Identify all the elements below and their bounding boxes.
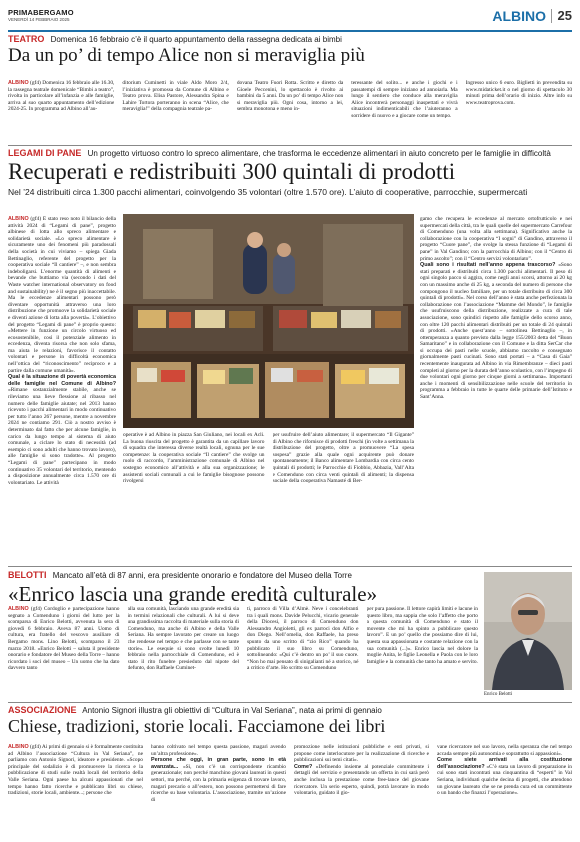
subhead-legami: Nel ’24 distribuiti circa 1.300 pacchi alimentari, coinvolgendo 35 volontari (oltre 1.570 ore). L’aiuto di cooperative, parrocchie, supermercati xyxy=(8,187,528,198)
paragraph: «Sono stati preparati e distribuiti circa 1.300 pacchi alimentari. Il peso di ogni singolo pacco si aggira, come negli anni scorsi, attorno ai 20 kg con un massimo anche di 25 kg, a seconda del numero di persone che compongono il nucleo familiare, per un totale distribuito di circa 300 quintali di prodotti». Nel corso dell’anno è stata anche perfezionata la collaborazione con l’associazione “Mamme del Mondo”, le famiglie che usufruiscono della distribuzione, realizzate a cura di tale associazione, sono quindici rispetto alle famiglie dello scorso anno, con oltre 120 pacchi alimentari distribuiti per un totale di 24 quintali di prodotti. «Anche quest’anno – sottolinea Bettinaglio –, in ottemperanza a quanto previsto dalla legge 155/2003 detta del “Buon Samaritano” e in collaborazione con il Comune e la ditta SerCar che si occupa dei pasti nelle scuole, abbiamo raccolto e consegnato giornalmente pasti cucinati. Sono stati portati – a “Casa di Gaia” recentemente inaugurata ad Albino in via Rimembranze – dieci pasti completi al giorno per la durata dell’anno scolastico, con l’impegno di due volontari ogni giorno per cinque giorni a settimana». Importanti anche i momenti di sensibilizzazione nelle scuole del territorio in programma a febbraio in tutte le quarte delle primarie dell’Istituto e Sant’Anna. xyxy=(420,262,572,401)
section-tag: ASSOCIAZIONE xyxy=(8,705,77,715)
dateline: ALBINO xyxy=(8,216,29,222)
page-header xyxy=(8,6,572,30)
kicker-legami xyxy=(8,148,572,158)
legami-col1 xyxy=(8,216,116,564)
paragraph: Domenica 16 febbraio alle 16.30, la rassegna teatrale domenicale “Bimbi a teatro”, rivolta in particolare all’infanzia e alle famiglie, arriva al suo quarto appuntamento dell’edizione 2024-25. In programma ad Albino all’au- xyxy=(8,80,115,113)
section-tag: LEGAMI DI PANE xyxy=(8,148,82,158)
paragraph: ditorium Cuminetti in viale Aldo Moro 2/4, l’iniziativa è promossa da Comune di Albino e Teatro prova. Elisa Pastore, Alessandra Spina e Lahire Tortora porteranno in scena “Alice, che meraviglia!” della compagnia teatrale pa- xyxy=(122,80,229,113)
legami-col-right xyxy=(420,216,572,562)
byline: (gf4) xyxy=(30,80,41,86)
paragraph: gamo che recupera le eccedenze al mercato ortofrutticolo e nei supermercati della città, tra le quali quelle del supermercato Carrefour di Comenduno (una volta alla settimana). Significativo anche la collaborazione con la cooperativa “I sogni” di Gandino, attraverso il progetto “Cuore pane”, che svolge la stessa funzione di “Legami di pane” in Val Gandino; con la parrocchia di Albino; con il “Centro di primo ascolto”; con il “Centro servizi volontariato”. xyxy=(420,216,572,262)
question: Qual è la situazione di povertà economica delle famiglie nel Comune di Albino? xyxy=(8,374,116,387)
section-divider xyxy=(8,702,572,703)
question: Persone che oggi, in gran parte, sono in età avanzata... xyxy=(151,757,286,770)
column xyxy=(123,432,265,562)
dateline: ALBINO xyxy=(8,606,29,612)
byline: (gf4) xyxy=(30,744,41,750)
question: Quali sono i risultati nell’anno appena trascorso? xyxy=(420,262,556,269)
photo-food-packages xyxy=(123,214,414,428)
issue-date: VENERDÌ 14 FEBBRAIO 2025 xyxy=(8,17,70,22)
body-associazione xyxy=(8,744,572,838)
masthead: PRIMABERGAMO xyxy=(8,8,74,17)
paragraph: per pura passione. Il lettore capirà limiti e lacune in questo libro, ma sappia che solo l’affetto che porto a questa comunità di Comenduno e stato il movente che mi ha spinto a pubblicare questo lavoro”. E un po’ quello che possiamo dire di lui, questa sua appassionata e costante relazione con la sua comunità (...)». Enrico lascia nel dolore la moglie Anita, le figlie Leonella e Paola con le loro famiglie e la comunità che tanto ha amato e servito. xyxy=(366,606,478,665)
paragraph: operative è ad Albino in piazza San Giuliano, nei locali ex Acli. La buona riuscita del progetto è garantita da un capillare lavoro di squadra che interessa diverse realtà locali, ognuna per le sue competenze: la cooperativa sociale “Il cantiere” che svolge un ruolo di raccordo, l’amministrazione comunale di Albino nel sostegno economico all’attività e alla sua organizzazione; le assistenti sociali comunali a cui le famiglie bisognose possono rivolgersi xyxy=(123,432,265,485)
kicker-associazione xyxy=(8,705,572,715)
kicker-belotti xyxy=(8,570,478,580)
kicker-teatro xyxy=(8,34,572,44)
column xyxy=(247,606,359,698)
paragraph: alla sua comunità, lasciando una grande eredità sia in termini relazionali che culturali. A lui si deve una grandissima raccolta di materiale sulla storia di Comenduno, ma anche di Albino e della Valle Seriana. Ha sempre lavorato per creare un luogo che rendesse nel tempo e che parlasse con se tante storie». Le esequie si sono svolte lunedì 10 febbraio nella parrocchiale di Comenduno, ed è stato il rito funebre presieduto dal nipote del defunto, don Raffaele Cuminet- xyxy=(127,606,239,672)
legami-cols-lower xyxy=(123,432,414,562)
article-teatro xyxy=(8,34,572,66)
column xyxy=(122,80,228,142)
column xyxy=(151,744,286,838)
section-tag: TEATRO xyxy=(8,34,45,44)
paragraph: «Rimane sostanzialmente stabile, anche se rileviamo una lieve flessione al ribasso nel numero delle famiglie aiutate; nel 2013 hanno ricevuto i pacchi alimentari in modo continuativo per tutto l’anno 267 persone, mentre a novembre 2024 ne contiamo 291. Ciò a nostro avviso è determinato dal fatto che per alcune famiglie, in carico da lungo tempo al sistema di aiuto comunale, a ciclare lo stato di necessità (ad esempio ci sono adulti che hanno trovato lavoro), alle famiglie si sono tradotte». Al progetto “Legami di pane” partecipano in modo continuativo 35 volontari del territorio, mentendo a disposizione annualmente circa 1.570 ore di volontariato. Le attività xyxy=(8,387,116,486)
portrait-caption: Enrico Belotti xyxy=(484,692,513,697)
section-divider xyxy=(8,566,572,567)
column xyxy=(351,80,457,142)
dateline: ALBINO xyxy=(8,80,29,86)
headline-belotti: «Enrico lascia una grande eredità culturale» xyxy=(8,583,378,606)
paragraph: teressante del solito... e anche i giochi e i passatempi di sempre iniziano ad annoiarla. Ma lungo il sentiero che conduce alla meraviglia Alice incontrerà personaggi inaspettati e vivrà situazioni indimenticabili che l’aiuteranno a sorridere di nuovo e a giocare come un tempo. xyxy=(351,80,458,119)
headline-associazione: Chiese, tradizioni, storie locali. Facciamone dei libri xyxy=(8,717,386,736)
kicker-text: Antonio Signori illustra gli obiettivi di “Cultura in Val Seriana”, nata ai primi di gennaio xyxy=(82,706,382,715)
paragraph: per usufruire dell’aiuto alimentare; il supermercato “Il Gigante” di Albino che rifornisce di prodotti freschi (in volte a settimana la distribuzione del progetto, oltre a promuovere “La spesa sospesa” grazie alla quale ogni acquirente può donare spontaneamente; il Banco alimentare Lombardia con circa cento quintali di prodotti; le Parrocchie di Fiobbio, Abbazia, Vall’Alta e Comenduno con circa venti quintali di alimenti; la dispensa sociale della cooperativa Namasté di Ber- xyxy=(272,432,414,485)
column xyxy=(8,606,120,698)
page-separator xyxy=(551,9,552,23)
column xyxy=(466,80,572,142)
paragraph: hanno coltivato nel tempo questa passione, magari avendo un’altra professione». xyxy=(151,744,286,757)
question: Come siete arrivati alla costituzione dell’associazione? xyxy=(437,757,572,770)
section-tag: BELOTTI xyxy=(8,570,47,580)
column xyxy=(294,744,429,838)
photo-illustration xyxy=(123,214,414,428)
paragraph: dovana Teatro Fuori Rotta. Scritto e diretto da Gioele Peccenini, lo spettacolo è rivolto ai bambini da 5 anni. Da un po’ di tempo Alice non si meraviglia più. Ogni cosa, intorno a lei, sembra monotona e meno in- xyxy=(236,80,344,113)
column xyxy=(8,744,143,838)
paragraph: promozione nelle istituzioni pubbliche e enti privati, si propone come interlocutore per la realizzazione di ricerche e pubblicazioni sui temi citati». xyxy=(294,744,429,764)
column xyxy=(420,216,572,562)
column xyxy=(128,606,240,698)
column xyxy=(8,80,114,142)
article-associazione xyxy=(8,705,572,736)
column xyxy=(273,432,415,562)
paragraph: È stato reso noto il bilancio della attività 2024 di “Legami di pane”, progetto albinese di lotta allo spreco alimentare e solidarietà sociale. «Lo spreco alimentare è sicuramente uno dei fenomeni più paradossali della società in cui viviamo – spiega Giada Bettinaglio, referente del progetto per la cooperativa sociale “Il cantiere” –, e non sembra indeboligarsi. L’enorme quantità di alimenti e bevande che buttiamo via (secondo i dati del Waste watcher international observatory on food and sustainability) ne è il segno più inaccettabile. Ma le eccedenze alimentari possono però diventare opportunità attraverso una loro distribuzione che promuove la solidarietà sociale e diventi azione di lotta alla povertà». L’obiettivo del progetto “Legami di pane” è proprio questo: «Mettere in funzione un circolo virtuoso ed ecosostenibile, così il potenziale alimento in eccedenza, diventa risorsa che non solo sfama, ma aiuta le relazioni, favorisce il contatto volontari e persone in difficoltà economica nell’ottica del “riconoscimento” reciproco e a partire dalla comune umanità». xyxy=(8,216,116,374)
article-belotti xyxy=(8,570,478,605)
column xyxy=(8,216,116,564)
headline-teatro: Da un po’ di tempo Alice non si meraviglia più xyxy=(8,46,365,66)
paragraph: Cordoglio e partecipazione hanno segnato a Comenduno i giorni del lutto per la scomparsa di Enrico Belotti, avvenuta la sera di giovedì 6 febbraio. Aveva 87 anni. Uomo di cultura, era fratello del vescovo ausiliare di Bergamo mons. Lino Belotti, scomparso il 23 marzo 2018. «Enrico Belotti – saluta il presidente onorario e fondatore del Museo della Torre – hanno ricordato i soci del museo – Un uomo che ha dato davvero tanto xyxy=(8,606,120,672)
column xyxy=(367,606,479,698)
headline-legami: Recuperati e redistribuiti 300 quintali di prodotti xyxy=(8,160,456,184)
portrait-illustration xyxy=(484,572,572,690)
kicker-text: Domenica 16 febbraio c’è il quarto appuntamento della rassegna dedicata ai bimbi xyxy=(50,35,342,44)
column xyxy=(237,80,343,142)
paragraph: Ingresso unico 6 euro. Biglietti in prevendita su www.midaticket.it o nel giorno di spettacolo 30 minuti prima dell’orario di inizio. Altre info su www.teatroprova.com. xyxy=(465,80,573,106)
dateline: ALBINO xyxy=(8,744,29,750)
page-number: 25 xyxy=(557,8,572,23)
paragraph: «C’è stata un lavoro di preparazione in cui sono stati incontrati una cinquantina di “esperti” in Val Seriana, individuati qualche decina di progetti, che attendono un giovane laureato che se ne prenda cura ed un committente o un bando che finanzi l’operazione». xyxy=(437,763,572,797)
kicker-text: Mancato all’età di 87 anni, era presidente onorario e fondatore del Museo della Torre xyxy=(52,571,352,580)
byline: (gf4) xyxy=(30,606,42,612)
paragraph: «Definendo insieme al potenziale committente i dettagli del servizio e presentando un offerta in cui sarà però anche inclusa la prestazione come free-lance del giovane ricercatore. Un serio esperto, quindi, potrà lavorare in modo volontario, guidato il gio- xyxy=(294,763,429,797)
section-name: ALBINO xyxy=(492,8,546,24)
column xyxy=(437,744,572,838)
header-rule xyxy=(8,30,572,32)
paragraph: ti, parroco di Villa d’Almè. Neve i concelebranti tra i quali mons. Davide Pelucchi, vicario generale della Diocesi, il parroco di Comenduno don Alessandro Angioletti, gli ex parroci don Alfio e don Diego. Nell’omelia, don Raffaele, ha preso spunto da uno scritto di “zio Rico” quando ha pubblicato il suo libro su Comenduno, sottolineando: «Qui c’è dentro un po’ il suo cuore. “Non ho mai pensato di sinigalianti né a storico, né a critico d’arte. Ho scritto su Comenduno xyxy=(247,606,359,672)
article-legami xyxy=(8,148,572,197)
kicker-text: Un progetto virtuoso contro lo spreco alimentare, che trasforma le eccedenze alimentari in aiuto concreto per le famiglie in difficoltà xyxy=(87,149,551,158)
paragraph: vane ricercatore nel suo lavoro, nella speranza che nel tempo accada sempre più autonomia e soprattutto si appassioni». xyxy=(437,744,572,757)
section-divider xyxy=(8,145,572,146)
question: Come? xyxy=(294,763,313,770)
portrait-enrico-belotti xyxy=(484,572,572,690)
body-teatro xyxy=(8,80,572,142)
byline: (gf4) xyxy=(30,216,42,222)
body-belotti xyxy=(8,606,478,698)
paragraph: «Sì, non c’è un corrispondente ricambio generazionale; non perché manchino giovani laureati in questi settori, ma perché, con la primaria esigenza di trovare lavoro, magari precario o all’estero, non possono permettersi di fare ricerche su base volontaria. L’associazione, tramite un’azione di xyxy=(151,763,286,803)
paragraph: Ai primi di gennaio si è formalmente costituita ad Albino l’associazione “Cultura in Val Seriana”, ne parliamo con Antonio Signori, ideatore e presidente. «Scopo principale del sodalizio è di promuovere la ricerca e la pubblicazione di studi sulle realtà locali del territorio della Valle Seriana. Ogni paese ha alcuni appassionati che nel tempo hanno fatto ricerche e pubblicato libri su chiese, tradizioni, storie locali, ambiente...; persone che xyxy=(8,744,143,797)
